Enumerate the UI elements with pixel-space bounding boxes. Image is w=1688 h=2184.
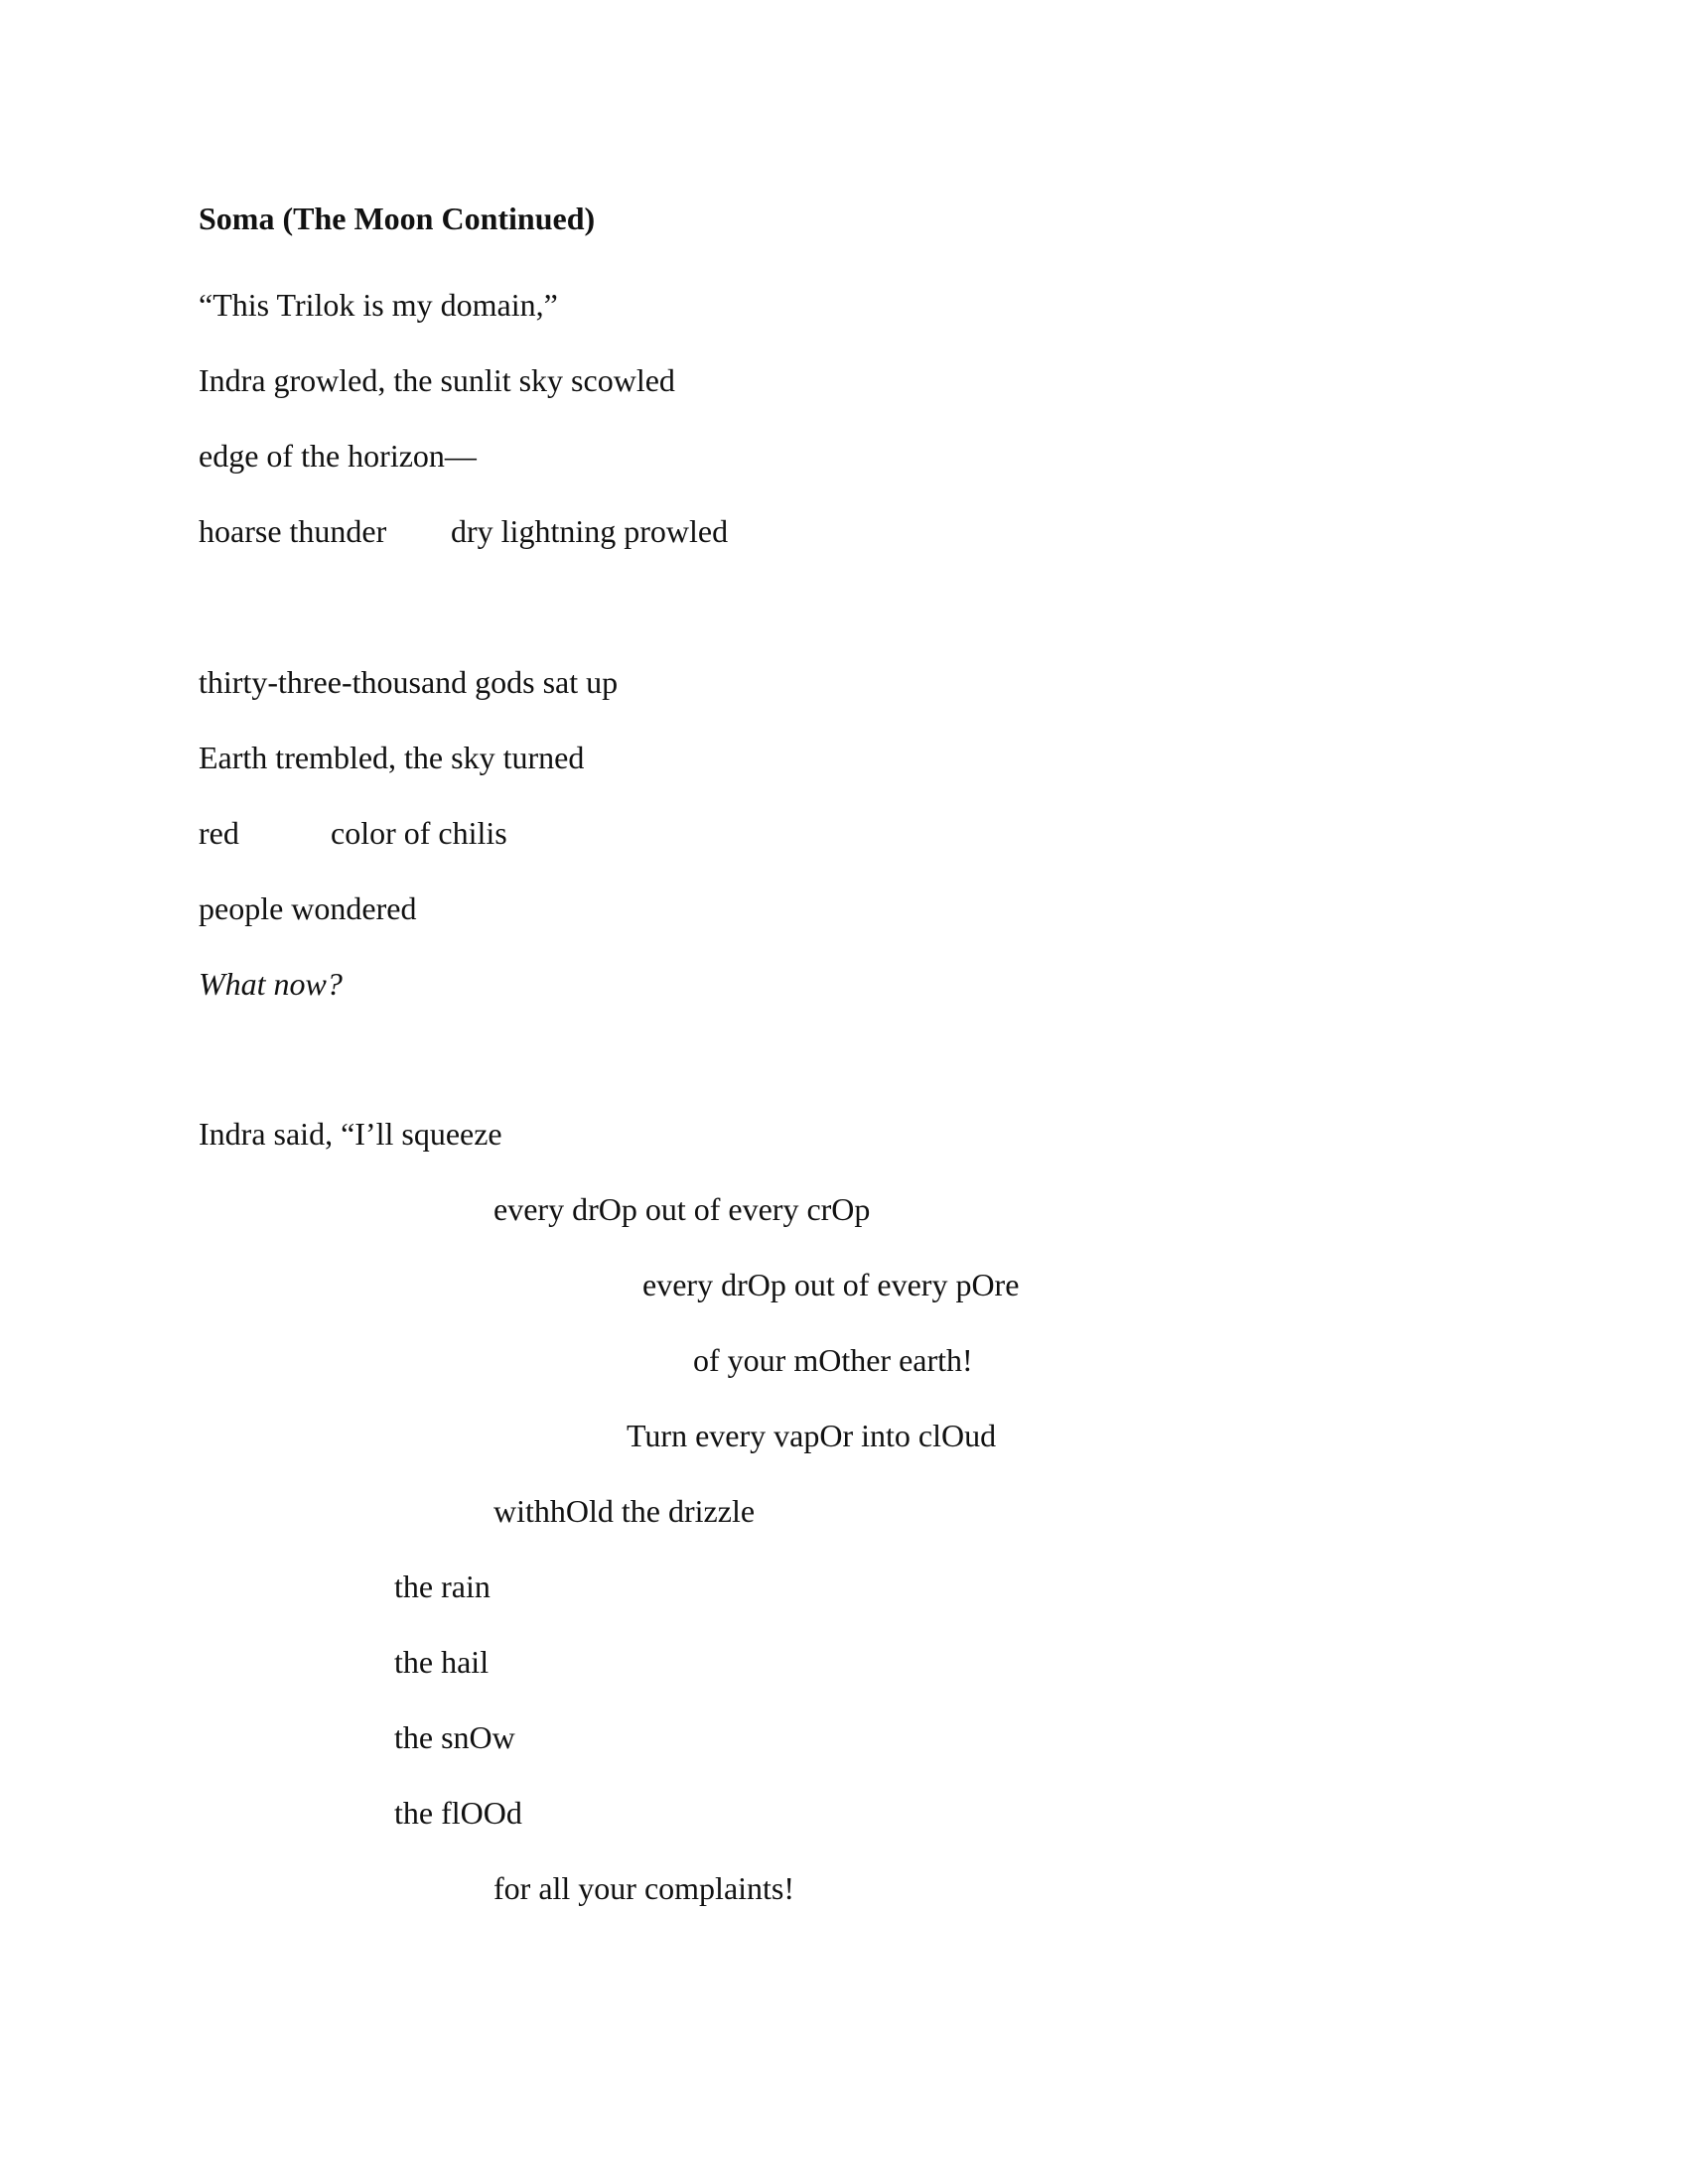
poem-line: every drOp out of every crOp xyxy=(493,1191,871,1227)
poem-line-part: hoarse thunder xyxy=(199,513,387,549)
poem-line-part: dry lightning prowled xyxy=(451,513,729,549)
poem-line: every drOp out of every pOre xyxy=(642,1267,1020,1302)
poem-line: the hail xyxy=(394,1644,490,1680)
poem-line: edge of the horizon— xyxy=(199,438,477,474)
poem-line: “This Trilok is my domain,” xyxy=(199,287,558,323)
poem-line-part: red xyxy=(199,815,239,851)
poem-line: Turn every vapOr into clOud xyxy=(627,1418,997,1453)
poem-line: for all your complaints! xyxy=(493,1870,795,1906)
poem-line: people wondered xyxy=(199,890,417,926)
poem-line: the snOw xyxy=(394,1719,515,1755)
poem-line: Indra said, “I’ll squeeze xyxy=(199,1116,502,1152)
poem-line-part: color of chilis xyxy=(331,815,507,851)
poem-line: the flOOd xyxy=(394,1795,522,1831)
poem-line: withhOld the drizzle xyxy=(493,1493,756,1529)
poem-line: Earth trembled, the sky turned xyxy=(199,740,585,775)
poem-line: of your mOther earth! xyxy=(693,1342,973,1378)
poem-title: Soma (The Moon Continued) xyxy=(199,201,596,236)
poem-line: Indra growled, the sunlit sky scowled xyxy=(199,362,675,398)
poem-line xyxy=(199,511,729,670)
poem-line: What now? xyxy=(199,966,343,1002)
poem-line: the rain xyxy=(394,1569,491,1604)
poem-line: thirty-three-thousand gods sat up xyxy=(199,664,619,700)
